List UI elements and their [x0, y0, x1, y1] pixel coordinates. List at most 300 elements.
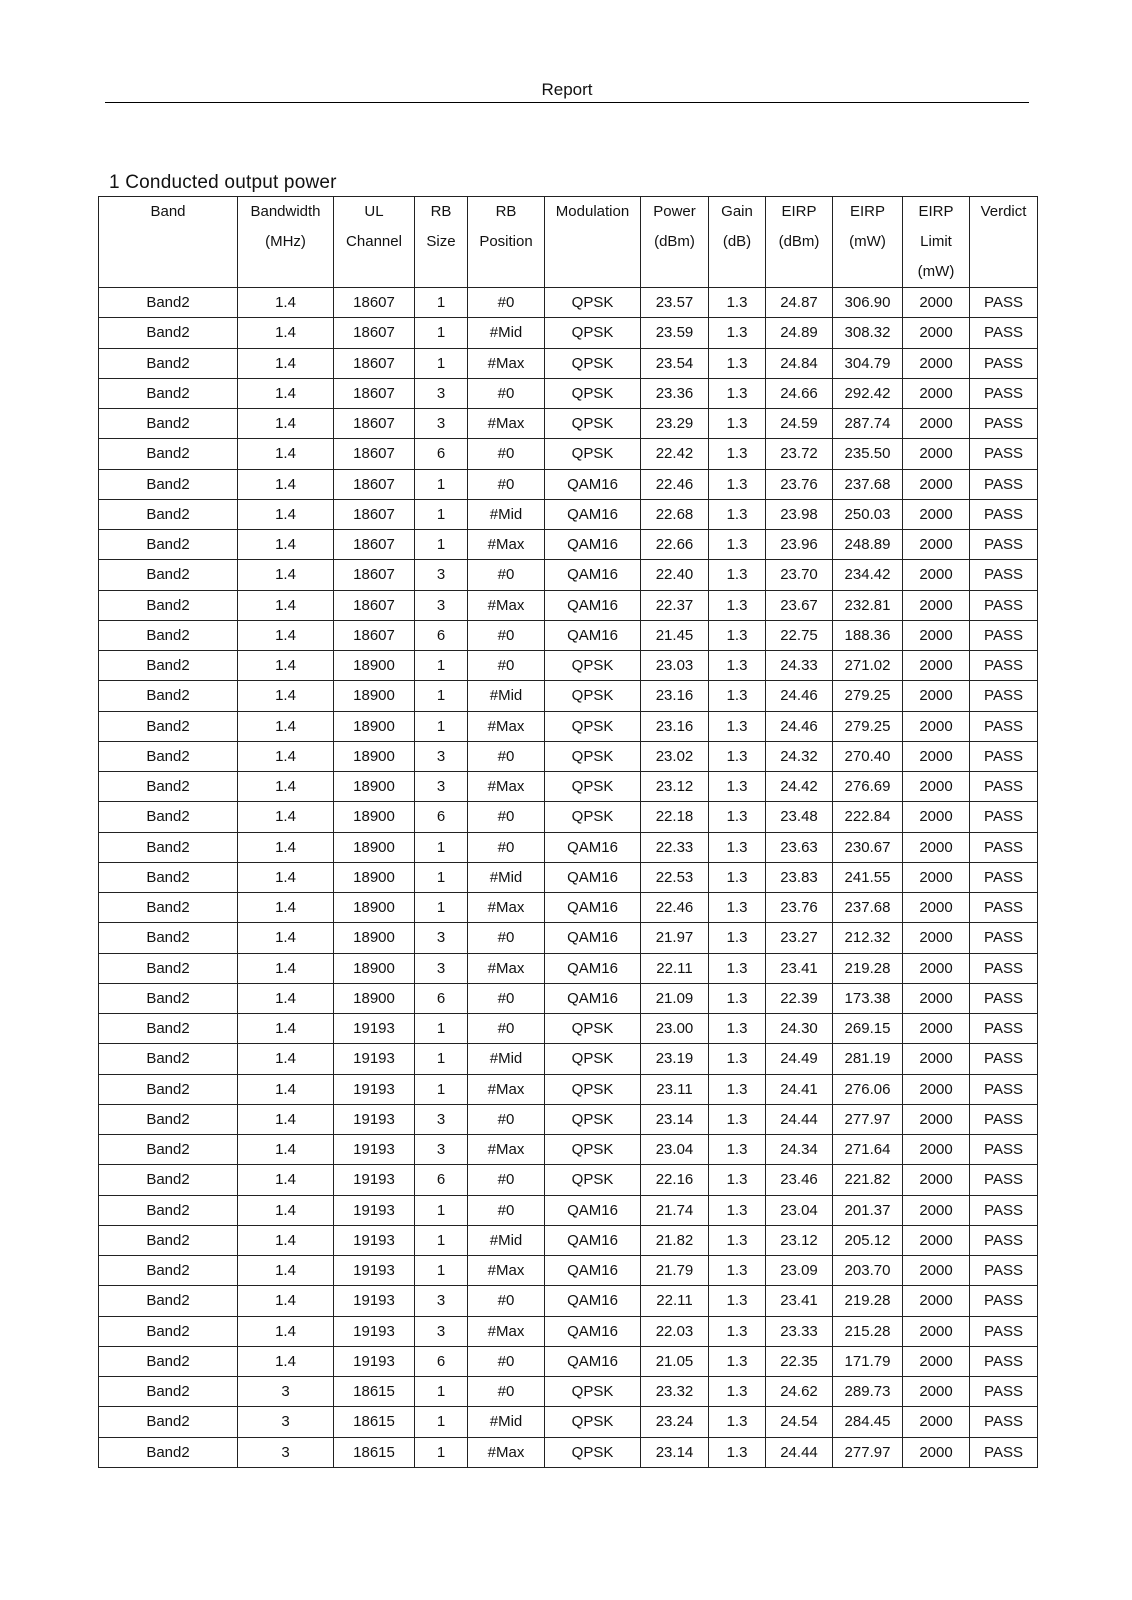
table-cell: 1.3 — [709, 681, 766, 711]
table-cell: 2000 — [903, 439, 970, 469]
table-cell: 19193 — [334, 1014, 415, 1044]
column-header — [545, 197, 641, 288]
conducted-power-table — [98, 196, 1038, 1468]
table-cell: 279.25 — [833, 711, 903, 741]
table-cell: PASS — [970, 1256, 1038, 1286]
table-cell: 18900 — [334, 923, 415, 953]
table-cell: 1.3 — [709, 983, 766, 1013]
table-cell: 2000 — [903, 1014, 970, 1044]
table-cell: PASS — [970, 1104, 1038, 1134]
table-cell: 1 — [415, 318, 468, 348]
table-cell: 1.4 — [238, 1346, 334, 1376]
table-cell: 1.4 — [238, 439, 334, 469]
table-cell: QAM16 — [545, 530, 641, 560]
table-cell: 2000 — [903, 378, 970, 408]
table-cell: 1.4 — [238, 1074, 334, 1104]
table-cell: 24.62 — [766, 1377, 833, 1407]
table-cell: 23.57 — [641, 288, 709, 318]
table-cell: PASS — [970, 499, 1038, 529]
table-cell: 23.41 — [766, 953, 833, 983]
table-cell: 2000 — [903, 711, 970, 741]
table-cell: Band2 — [99, 560, 238, 590]
table-cell: 21.82 — [641, 1225, 709, 1255]
table-cell: PASS — [970, 530, 1038, 560]
table-cell: PASS — [970, 378, 1038, 408]
column-header — [468, 197, 545, 288]
table-cell: PASS — [970, 772, 1038, 802]
table-cell: 22.11 — [641, 1286, 709, 1316]
table-cell: 3 — [415, 953, 468, 983]
table-cell: 1.4 — [238, 469, 334, 499]
table-cell: 201.37 — [833, 1195, 903, 1225]
table-cell: 23.14 — [641, 1437, 709, 1467]
table-cell: 21.45 — [641, 620, 709, 650]
page-header — [105, 80, 1029, 103]
table-cell: #Max — [468, 590, 545, 620]
table-cell: 3 — [415, 741, 468, 771]
table-cell: 212.32 — [833, 923, 903, 953]
table-cell: 2000 — [903, 1286, 970, 1316]
table-cell: Band2 — [99, 741, 238, 771]
table-cell: 1.4 — [238, 1225, 334, 1255]
table-row — [99, 923, 1038, 953]
table-cell: #0 — [468, 983, 545, 1013]
table-cell: QPSK — [545, 1135, 641, 1165]
table-cell: QAM16 — [545, 832, 641, 862]
table-cell: 24.32 — [766, 741, 833, 771]
table-cell: PASS — [970, 1377, 1038, 1407]
table-cell: 1 — [415, 1437, 468, 1467]
table-cell: 276.69 — [833, 772, 903, 802]
table-cell: 2000 — [903, 1437, 970, 1467]
table-cell: Band2 — [99, 378, 238, 408]
table-cell: 3 — [415, 1286, 468, 1316]
table-cell: 237.68 — [833, 893, 903, 923]
table-cell: #Mid — [468, 1225, 545, 1255]
table-cell: 19193 — [334, 1346, 415, 1376]
table-cell: #0 — [468, 832, 545, 862]
table-cell: 1.3 — [709, 862, 766, 892]
table-cell: Band2 — [99, 1286, 238, 1316]
table-cell: QPSK — [545, 409, 641, 439]
table-cell: 205.12 — [833, 1225, 903, 1255]
table-cell: 1.3 — [709, 1135, 766, 1165]
table-cell: 2000 — [903, 1104, 970, 1134]
table-cell: 2000 — [903, 1346, 970, 1376]
table-cell: 1.3 — [709, 590, 766, 620]
table-cell: 1 — [415, 1225, 468, 1255]
table-cell: 1.4 — [238, 560, 334, 590]
table-cell: 19193 — [334, 1316, 415, 1346]
table-cell: 19193 — [334, 1195, 415, 1225]
table-row — [99, 1074, 1038, 1104]
table-cell: 2000 — [903, 1377, 970, 1407]
table-cell: 18607 — [334, 348, 415, 378]
table-cell: 1.4 — [238, 832, 334, 862]
table-cell: Band2 — [99, 1437, 238, 1467]
table-cell: 18615 — [334, 1437, 415, 1467]
table-row — [99, 1286, 1038, 1316]
table-cell: 1.3 — [709, 439, 766, 469]
table-row — [99, 469, 1038, 499]
table-cell: 23.16 — [641, 711, 709, 741]
table-cell: 3 — [415, 772, 468, 802]
table-cell: 1.3 — [709, 1346, 766, 1376]
table-cell: QAM16 — [545, 893, 641, 923]
table-cell: 23.09 — [766, 1256, 833, 1286]
table-cell: 24.54 — [766, 1407, 833, 1437]
table-cell: 23.96 — [766, 530, 833, 560]
table-cell: 1 — [415, 1014, 468, 1044]
table-cell: #Max — [468, 348, 545, 378]
table-cell: Band2 — [99, 983, 238, 1013]
table-row — [99, 772, 1038, 802]
table-cell: 2000 — [903, 530, 970, 560]
table-cell: QAM16 — [545, 620, 641, 650]
table-cell: 281.19 — [833, 1044, 903, 1074]
table-row — [99, 1377, 1038, 1407]
table-cell: #Mid — [468, 862, 545, 892]
table-cell: #Max — [468, 772, 545, 802]
table-cell: PASS — [970, 1044, 1038, 1074]
table-cell: 23.36 — [641, 378, 709, 408]
table-cell: 2000 — [903, 1316, 970, 1346]
table-cell: #0 — [468, 439, 545, 469]
table-cell: 1.3 — [709, 1044, 766, 1074]
table-cell: QPSK — [545, 1014, 641, 1044]
table-cell: 18900 — [334, 772, 415, 802]
column-header — [903, 197, 970, 288]
table-cell: PASS — [970, 439, 1038, 469]
table-cell: 23.76 — [766, 893, 833, 923]
table-cell: 18615 — [334, 1377, 415, 1407]
table-cell: Band2 — [99, 862, 238, 892]
table-cell: 2000 — [903, 802, 970, 832]
table-cell: 19193 — [334, 1286, 415, 1316]
column-header — [334, 197, 415, 288]
table-cell: 1.4 — [238, 1165, 334, 1195]
table-cell: #0 — [468, 1165, 545, 1195]
table-cell: 22.46 — [641, 469, 709, 499]
table-cell: 1.4 — [238, 651, 334, 681]
table-cell: 18900 — [334, 832, 415, 862]
table-cell: 3 — [415, 560, 468, 590]
table-cell: PASS — [970, 409, 1038, 439]
table-cell: 2000 — [903, 893, 970, 923]
table-cell: 2000 — [903, 1225, 970, 1255]
table-cell: QPSK — [545, 288, 641, 318]
table-cell: 1.4 — [238, 802, 334, 832]
table-cell: Band2 — [99, 1407, 238, 1437]
table-cell: PASS — [970, 893, 1038, 923]
table-cell: 1 — [415, 530, 468, 560]
table-row — [99, 1256, 1038, 1286]
table-cell: 18900 — [334, 711, 415, 741]
table-cell: PASS — [970, 469, 1038, 499]
table-cell: QAM16 — [545, 1316, 641, 1346]
table-cell: 1.3 — [709, 772, 766, 802]
table-cell: 1 — [415, 893, 468, 923]
table-cell: Band2 — [99, 1346, 238, 1376]
table-cell: 23.03 — [641, 651, 709, 681]
table-cell: 1.3 — [709, 893, 766, 923]
table-cell: Band2 — [99, 1074, 238, 1104]
table-cell: 1.3 — [709, 741, 766, 771]
table-cell: #0 — [468, 378, 545, 408]
table-cell: Band2 — [99, 469, 238, 499]
table-row — [99, 348, 1038, 378]
column-header-line: Bandwidth — [250, 203, 321, 220]
column-header-line: (dB) — [722, 233, 752, 250]
table-cell: 3 — [415, 1135, 468, 1165]
table-cell: Band2 — [99, 953, 238, 983]
table-cell: 1.3 — [709, 711, 766, 741]
table-cell: #Max — [468, 409, 545, 439]
table-cell: PASS — [970, 620, 1038, 650]
table-cell: 1 — [415, 1044, 468, 1074]
table-cell: 1 — [415, 651, 468, 681]
table-cell: QAM16 — [545, 590, 641, 620]
table-row — [99, 1316, 1038, 1346]
table-cell: 22.33 — [641, 832, 709, 862]
table-cell: 24.42 — [766, 772, 833, 802]
table-cell: PASS — [970, 1346, 1038, 1376]
table-cell: 24.44 — [766, 1437, 833, 1467]
column-header-line: Channel — [346, 233, 402, 250]
table-cell: #Max — [468, 1437, 545, 1467]
table-row — [99, 1225, 1038, 1255]
table-row — [99, 439, 1038, 469]
table-cell: 1.3 — [709, 1377, 766, 1407]
column-header-line: Power — [653, 203, 696, 220]
table-cell: 22.40 — [641, 560, 709, 590]
table-cell: 6 — [415, 1165, 468, 1195]
table-row — [99, 560, 1038, 590]
table-cell: #0 — [468, 1104, 545, 1134]
table-cell: 1.3 — [709, 1014, 766, 1044]
table-cell: 1 — [415, 681, 468, 711]
table-cell: 2000 — [903, 469, 970, 499]
table-cell: 271.64 — [833, 1135, 903, 1165]
table-cell: 3 — [238, 1377, 334, 1407]
table-cell: PASS — [970, 560, 1038, 590]
table-cell: 1.4 — [238, 288, 334, 318]
table-cell: 1.4 — [238, 983, 334, 1013]
table-cell: 222.84 — [833, 802, 903, 832]
table-cell: 21.79 — [641, 1256, 709, 1286]
table-cell: PASS — [970, 1316, 1038, 1346]
table-cell: 269.15 — [833, 1014, 903, 1044]
table-cell: 6 — [415, 620, 468, 650]
table-cell: 2000 — [903, 832, 970, 862]
table-cell: PASS — [970, 1195, 1038, 1225]
table-cell: 248.89 — [833, 530, 903, 560]
table-cell: QPSK — [545, 318, 641, 348]
table-cell: QPSK — [545, 1377, 641, 1407]
table-cell: PASS — [970, 1286, 1038, 1316]
table-cell: 2000 — [903, 590, 970, 620]
table-row — [99, 1104, 1038, 1134]
table-cell: 23.04 — [641, 1135, 709, 1165]
table-cell: #0 — [468, 1195, 545, 1225]
table-cell: 1.3 — [709, 560, 766, 590]
table-cell: PASS — [970, 1074, 1038, 1104]
table-cell: QAM16 — [545, 499, 641, 529]
table-cell: QPSK — [545, 802, 641, 832]
table-cell: 1.3 — [709, 1407, 766, 1437]
column-header — [970, 197, 1038, 288]
table-cell: QPSK — [545, 741, 641, 771]
table-cell: QAM16 — [545, 1256, 641, 1286]
table-cell: QAM16 — [545, 1346, 641, 1376]
table-cell: PASS — [970, 832, 1038, 862]
table-row — [99, 862, 1038, 892]
table-row — [99, 1044, 1038, 1074]
table-cell: 1.4 — [238, 741, 334, 771]
table-cell: 18607 — [334, 378, 415, 408]
table-cell: 3 — [415, 923, 468, 953]
table-cell: 1.4 — [238, 530, 334, 560]
table-cell: 18900 — [334, 802, 415, 832]
table-cell: PASS — [970, 983, 1038, 1013]
table-cell: Band2 — [99, 1195, 238, 1225]
table-cell: 18900 — [334, 651, 415, 681]
table-cell: Band2 — [99, 1044, 238, 1074]
table-cell: #Max — [468, 1074, 545, 1104]
table-cell: 23.11 — [641, 1074, 709, 1104]
table-cell: 2000 — [903, 1044, 970, 1074]
table-cell: PASS — [970, 1014, 1038, 1044]
table-cell: 22.16 — [641, 1165, 709, 1195]
table-row — [99, 1437, 1038, 1467]
table-cell: 21.74 — [641, 1195, 709, 1225]
table-cell: 1.3 — [709, 469, 766, 499]
table-cell: 1.3 — [709, 923, 766, 953]
table-cell: #Max — [468, 711, 545, 741]
table-cell: #Max — [468, 1256, 545, 1286]
table-cell: 1.4 — [238, 893, 334, 923]
table-cell: Band2 — [99, 288, 238, 318]
table-cell: 219.28 — [833, 953, 903, 983]
table-cell: 24.33 — [766, 651, 833, 681]
table-cell: PASS — [970, 711, 1038, 741]
table-cell: 18607 — [334, 409, 415, 439]
table-row — [99, 741, 1038, 771]
table-cell: QAM16 — [545, 923, 641, 953]
table-cell: 1.4 — [238, 409, 334, 439]
table-cell: 23.98 — [766, 499, 833, 529]
table-cell: 271.02 — [833, 651, 903, 681]
table-cell: 203.70 — [833, 1256, 903, 1286]
table-cell: #Mid — [468, 318, 545, 348]
table-row — [99, 1407, 1038, 1437]
table-cell: #Max — [468, 893, 545, 923]
table-cell: QAM16 — [545, 1225, 641, 1255]
table-cell: 6 — [415, 1346, 468, 1376]
table-cell: 21.09 — [641, 983, 709, 1013]
table-cell: 24.87 — [766, 288, 833, 318]
table-cell: 234.42 — [833, 560, 903, 590]
table-cell: 21.97 — [641, 923, 709, 953]
table-cell: 1.4 — [238, 1135, 334, 1165]
table-row — [99, 953, 1038, 983]
table-cell: 270.40 — [833, 741, 903, 771]
table-cell: #0 — [468, 741, 545, 771]
table-row — [99, 499, 1038, 529]
table-cell: 287.74 — [833, 409, 903, 439]
table-cell: 2000 — [903, 348, 970, 378]
table-cell: 23.14 — [641, 1104, 709, 1134]
table-cell: 304.79 — [833, 348, 903, 378]
table-cell: Band2 — [99, 923, 238, 953]
table-cell: PASS — [970, 288, 1038, 318]
table-cell: 1.3 — [709, 499, 766, 529]
table-row — [99, 409, 1038, 439]
table-cell: QPSK — [545, 1165, 641, 1195]
table-cell: 3 — [415, 378, 468, 408]
table-cell: 1.3 — [709, 1195, 766, 1225]
table-cell: QPSK — [545, 681, 641, 711]
table-cell: 24.89 — [766, 318, 833, 348]
table-cell: 1 — [415, 1256, 468, 1286]
column-header — [709, 197, 766, 288]
column-header-line: (mW) — [849, 233, 886, 250]
table-cell: 2000 — [903, 953, 970, 983]
table-cell: 22.46 — [641, 893, 709, 923]
column-header-line: (MHz) — [265, 233, 306, 250]
table-cell: QPSK — [545, 1044, 641, 1074]
column-header — [238, 197, 334, 288]
table-cell: Band2 — [99, 802, 238, 832]
table-cell: 1.4 — [238, 681, 334, 711]
table-cell: #0 — [468, 1286, 545, 1316]
header-title: Report — [541, 80, 593, 99]
table-cell: 24.30 — [766, 1014, 833, 1044]
table-cell: 6 — [415, 439, 468, 469]
table-cell: 237.68 — [833, 469, 903, 499]
table-cell: QAM16 — [545, 560, 641, 590]
table-cell: 279.25 — [833, 681, 903, 711]
table-cell: PASS — [970, 318, 1038, 348]
table-cell: 18607 — [334, 439, 415, 469]
table-row — [99, 318, 1038, 348]
table-cell: 306.90 — [833, 288, 903, 318]
table-cell: QPSK — [545, 348, 641, 378]
table-cell: 18900 — [334, 862, 415, 892]
table-cell: 19193 — [334, 1135, 415, 1165]
table-cell: #Mid — [468, 1407, 545, 1437]
table-cell: 22.39 — [766, 983, 833, 1013]
table-cell: 2000 — [903, 983, 970, 1013]
table-cell: PASS — [970, 923, 1038, 953]
table-cell: Band2 — [99, 1165, 238, 1195]
table-cell: 241.55 — [833, 862, 903, 892]
table-cell: QPSK — [545, 378, 641, 408]
table-row — [99, 832, 1038, 862]
table-cell: #0 — [468, 1377, 545, 1407]
column-header — [99, 197, 238, 288]
table-cell: PASS — [970, 862, 1038, 892]
table-cell: Band2 — [99, 1316, 238, 1346]
table-cell: 1.3 — [709, 1165, 766, 1195]
table-cell: 3 — [238, 1437, 334, 1467]
column-header-line: EIRP — [781, 203, 817, 220]
table-cell: QAM16 — [545, 1195, 641, 1225]
table-cell: Band2 — [99, 620, 238, 650]
table-cell: PASS — [970, 1135, 1038, 1165]
table-cell: #0 — [468, 651, 545, 681]
table-cell: Band2 — [99, 893, 238, 923]
